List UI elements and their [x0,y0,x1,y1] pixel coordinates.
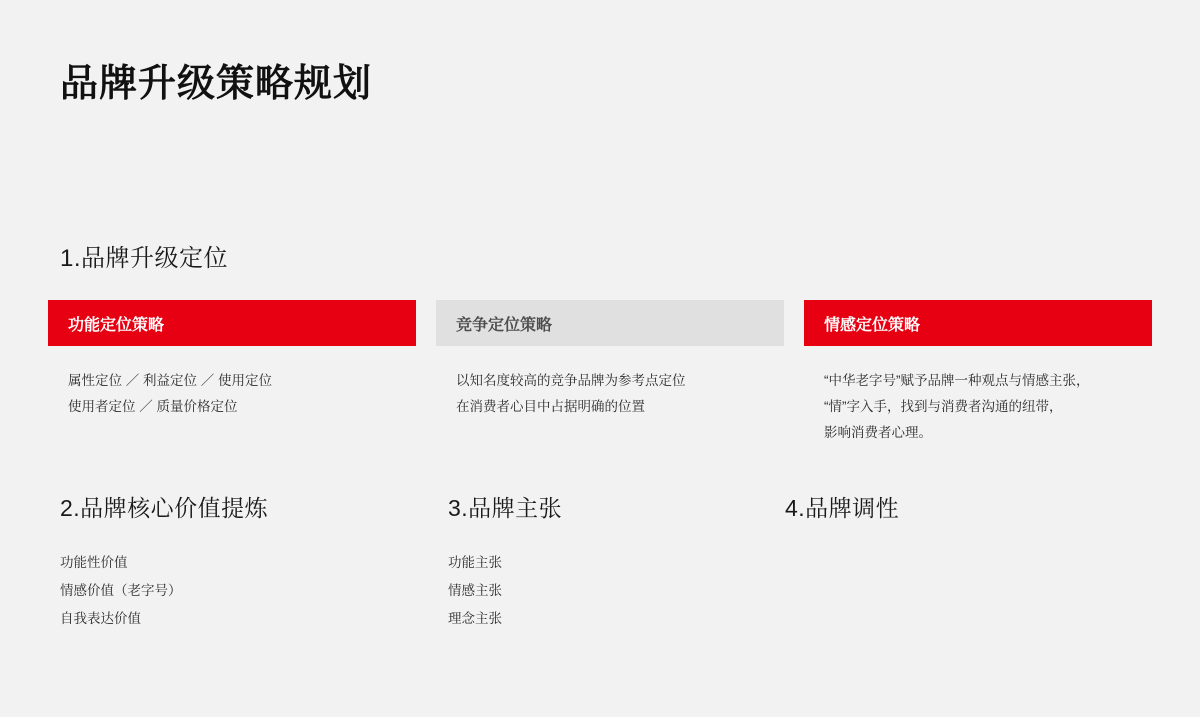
card-emotional-positioning [784,300,1152,446]
card-line: 影响消费者心理。 [824,425,932,440]
card-line: “中华老字号”赋予品牌一种观点与情感主张， [824,373,1090,388]
list-item: 理念主张 [448,611,502,626]
section-brand-tonality [785,490,899,549]
section-heading-4: 4.品牌调性 [785,495,900,521]
card-line: 以知名度较高的竞争品牌为参考点定位 [456,373,686,388]
section-2-list [60,549,268,633]
card-line: “情”字入手，找到与消费者沟通的纽带， [824,399,1063,414]
section-heading-3: 3.品牌主张 [448,495,563,521]
list-item: 情感价值（老字号） [60,583,182,598]
page-title: 品牌升级策略规划 [60,63,373,105]
card-body-functional [48,346,416,420]
card-line: 使用者定位 ／ 质量价格定位 [68,399,238,414]
list-item: 功能主张 [448,555,502,570]
card-line: 属性定位 ／ 利益定位 ／ 使用定位 [68,373,273,388]
list-item: 自我表达价值 [60,611,141,626]
card-line: 在消费者心目中占据明确的位置 [456,399,645,414]
card-body-emotional [784,346,1152,446]
section-core-value [60,490,268,633]
positioning-card-group [48,300,1152,446]
card-header-competitive: 竞争定位策略 [436,300,784,346]
card-functional-positioning [48,300,416,446]
card-header-functional: 功能定位策略 [48,300,416,346]
list-item: 情感主张 [448,583,502,598]
section-heading-2: 2.品牌核心价值提炼 [60,495,269,521]
section-brand-claim [448,490,562,633]
card-competitive-positioning [416,300,784,446]
card-header-emotional: 情感定位策略 [804,300,1152,346]
card-body-competitive [416,346,784,420]
list-item: 功能性价值 [60,555,128,570]
section-heading-1: 1.品牌升级定位 [60,245,229,272]
section-3-list [448,549,562,633]
